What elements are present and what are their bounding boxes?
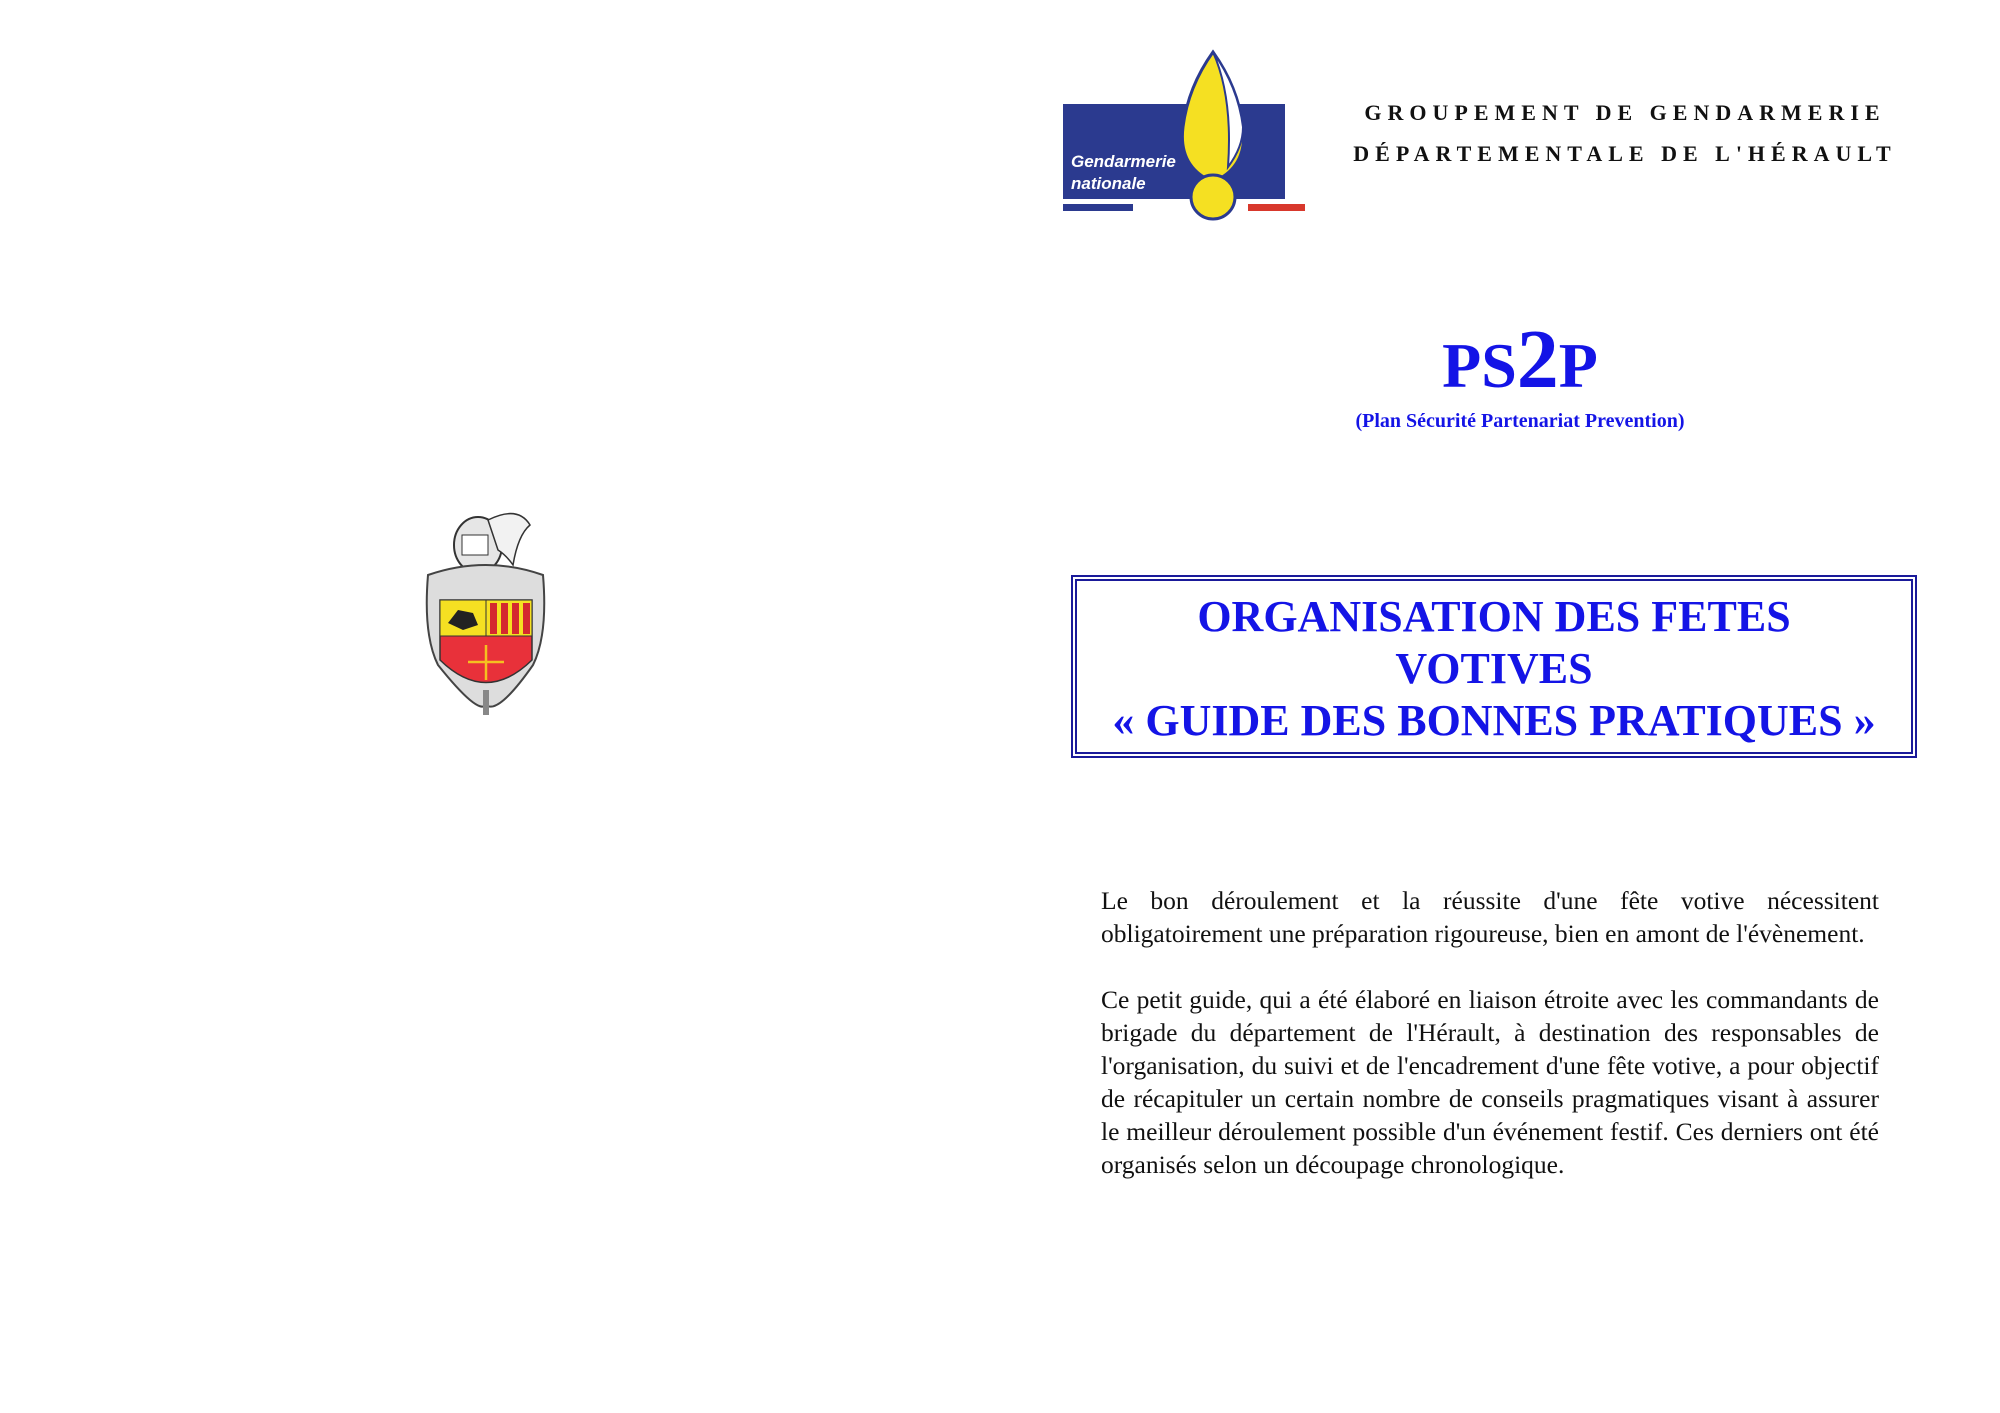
title-line2: VOTIVES: [1395, 644, 1593, 693]
document-title-box: [1071, 575, 1917, 758]
logo-text-line2: nationale: [1071, 174, 1146, 193]
organization-line1: GROUPEMENT DE GENDARMERIE: [1364, 100, 1886, 125]
intro-paragraph-1: Le bon déroulement et la réussite d'une fête votive nécessitent obligatoirement une préparation rigoureuse, bien en amont de l'évènement.: [1101, 886, 1879, 948]
acronym-part1: PS: [1442, 330, 1517, 401]
introduction-text: [1101, 884, 1879, 1214]
acronym-part2: 2: [1516, 313, 1559, 406]
organization-header: [1330, 92, 1920, 174]
title-line1: ORGANISATION DES FETES: [1197, 592, 1791, 641]
program-subtitle: (Plan Sécurité Partenariat Prevention): [1355, 410, 1685, 432]
gendarmerie-nationale-logo: [1063, 47, 1305, 222]
intro-paragraph-2: Ce petit guide, qui a été élaboré en liaison étroite avec les commandants de brigade du département de l'Hérault, à destination des responsables de l'organisation, du suivi et de l'encadrement d'une fête votive, a pour objectif de récapituler un certain nombre de conseils pragmatiques visant à assurer le meilleur déroulement possible d'un événement festif. Ces derniers ont été organisés selon un découpage chronologique.: [1101, 985, 1879, 1179]
logo-text-line1: Gendarmerie: [1071, 152, 1176, 171]
program-acronym: [1320, 313, 1720, 406]
acronym-part3: P: [1558, 330, 1598, 401]
title-line3: « GUIDE DES BONNES PRATIQUES »: [1112, 696, 1876, 745]
gendarmerie-crest-emblem: [418, 495, 554, 720]
organization-line2: DÉPARTEMENTALE DE L'HÉRAULT: [1353, 141, 1897, 166]
